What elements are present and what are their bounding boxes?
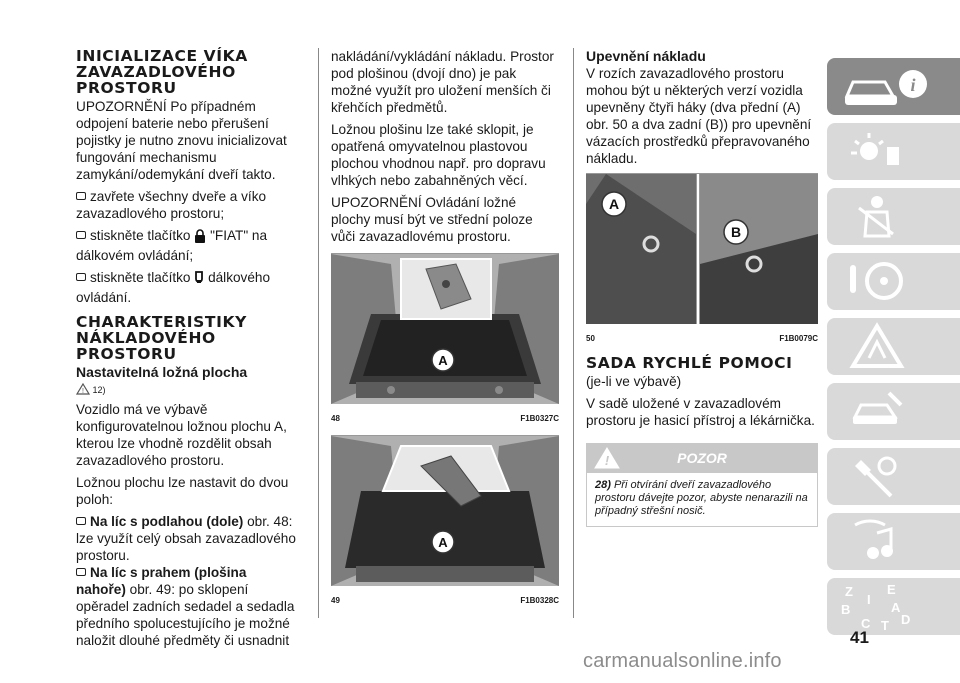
bullet-item: Na líc s podlahou (dole) obr. 48: lze využít celý obsah zavazadlového prostoru. — [76, 513, 298, 564]
svg-text:!: ! — [82, 388, 84, 395]
paragraph: UPOZORNĚNÍ Ovládání ložné plochy musí být ve střední poloze vůči zavazadlovému prostoru. — [331, 195, 533, 244]
bullet-item: stiskněte tlačítko "FIAT" na dálkovém ovládání; — [76, 227, 298, 264]
paragraph: Ložnou plošinu lze také sklopit, je opatřená omyvatelnou plastovou plochou vhodnou např. pro dopravu vlhkých nebo zabahněných věcí. — [331, 122, 546, 188]
figure-50 — [586, 173, 818, 347]
airbag-seat-icon — [847, 192, 907, 242]
column-divider — [318, 48, 319, 618]
figure-caption — [331, 592, 559, 609]
specs-tools-icon — [847, 452, 907, 502]
figure-label-a: A — [438, 353, 448, 368]
cargo-hooks-illustration — [586, 174, 818, 324]
maintenance-car-icon — [847, 387, 907, 437]
figure-number: 48 — [331, 414, 340, 423]
index-letters-icon — [837, 580, 917, 634]
column-1 — [76, 48, 298, 654]
bullet-item: Na líc s prahem (plošina nahoře) obr. 49: po sklopení opěradel zadních sedadel a sedadla předního spolucestujícího je možné naložit dlouhé předměty či usnadnit — [76, 564, 298, 649]
index-letter: C — [861, 616, 871, 631]
warning-box — [586, 443, 818, 527]
figure-code: F1B0327C — [520, 414, 559, 423]
chapter-tabs — [827, 58, 960, 643]
warning-ref: ! 12) — [76, 382, 298, 399]
figure-number: 49 — [331, 596, 340, 605]
tab-dashboard[interactable] — [827, 123, 960, 180]
paragraph: Ložnou plochu lze nastavit do dvou poloh: — [76, 475, 289, 507]
paragraph: Vozidlo má ve výbavě konfigurovatelnou ložnou plochu A, kterou lze vhodně rozdělit obsah zavazadlového prostoru. — [76, 402, 287, 468]
paragraph: nakládání/vykládání nákladu. Prostor pod plošinou (dvojí dno) je pak možné využít pro uložení menších či křehčích předmětů. — [331, 49, 554, 115]
figure-49 — [331, 435, 559, 609]
heading-first-aid-kit: SADA RYCHLÉ POMOCI — [586, 354, 793, 372]
figure-48 — [331, 253, 559, 427]
warning-title: POZOR — [677, 450, 727, 466]
index-letter: B — [841, 602, 851, 617]
index-letter: D — [901, 612, 911, 627]
warning-text: Při otvírání dveří zavazadlového prostoru dávejte pozor, abyste nenarazili na případný střešní nosič. — [595, 479, 808, 517]
figure-code: F1B0328C — [520, 596, 559, 605]
warning-header — [586, 443, 818, 473]
tab-maintenance[interactable] — [827, 383, 960, 440]
figure-label-a: A — [608, 196, 620, 212]
tab-car-info[interactable] — [827, 58, 960, 115]
index-letter: I — [867, 592, 871, 607]
tab-safety[interactable] — [827, 188, 960, 245]
tab-driving[interactable] — [827, 253, 960, 310]
trunk-floor-illustration — [331, 254, 559, 404]
steering-start-icon — [842, 257, 912, 307]
index-letter: T — [881, 618, 889, 633]
svg-text:i: i — [910, 75, 916, 95]
column-3 — [586, 48, 818, 527]
index-letter: A — [891, 600, 901, 615]
column-divider — [573, 48, 574, 618]
tab-emergency[interactable] — [827, 318, 960, 375]
figure-number: 50 — [586, 334, 595, 343]
figure-label-b: B — [730, 224, 742, 240]
subheading-cargo-securing: Upevnění nákladu — [586, 48, 706, 64]
trunk-floor-raised-illustration — [331, 436, 559, 586]
heading-trunk-init: INICIALIZACE VÍKA ZAVAZADLOVÉHO PROSTORU — [76, 47, 248, 97]
tab-technical[interactable] — [827, 448, 960, 505]
svg-text:!: ! — [604, 453, 610, 468]
car-info-icon — [837, 62, 937, 112]
bullet-item: stiskněte tlačítko dálkového ovládání. — [76, 269, 298, 306]
paragraph: (je-li ve výbavě) — [586, 374, 682, 389]
paragraph: UPOZORNĚNÍ Po případném odpojení baterie nebo přerušení pojistky je nutno znovu inicializovat fungování mechanismu zamykání/odemykání dveří takto. — [76, 99, 287, 182]
page-number: 41 — [850, 628, 869, 647]
paragraph: V sadě uložené v zavazadlovém prostoru je hasicí přístroj a lékárnička. — [586, 396, 815, 428]
figure-label-a: A — [438, 535, 448, 550]
figure-caption — [331, 410, 559, 427]
multimedia-icon — [847, 517, 907, 567]
warning-triangle-icon — [76, 383, 90, 395]
warning-body — [586, 473, 818, 527]
heading-cargo-characteristics: CHARAKTERISTIKY NÁKLADOVÉHO PROSTORU — [76, 313, 247, 363]
subheading-load-floor: Nastavitelná ložná plocha — [76, 364, 248, 380]
figure-code: F1B0079C — [779, 334, 818, 343]
column-2 — [331, 48, 559, 609]
warning-road-icon — [847, 322, 907, 372]
warning-number: 28) — [595, 479, 611, 491]
dashboard-lights-icon — [847, 127, 907, 177]
bullet-item: zavřete všechny dveře a víko zavazadlového prostoru; — [76, 188, 298, 222]
watermark: carmanualsonline.info — [583, 650, 782, 672]
lock-icon — [194, 229, 206, 247]
index-letter: E — [887, 582, 896, 597]
trunk-key-icon — [194, 271, 204, 289]
tab-index[interactable] — [827, 578, 960, 635]
tab-multimedia[interactable] — [827, 513, 960, 570]
warning-triangle-icon — [594, 447, 620, 469]
figure-caption — [586, 330, 818, 347]
paragraph: V rozích zavazadlového prostoru mohou být u některých verzí vozidla upevněny čtyři háky (dva přední (A) obr. 50 a dva zadní (B)) pro upevnění vázacích prostředků přepravovaného nákladu. — [586, 66, 812, 166]
index-letter: Z — [845, 584, 853, 599]
